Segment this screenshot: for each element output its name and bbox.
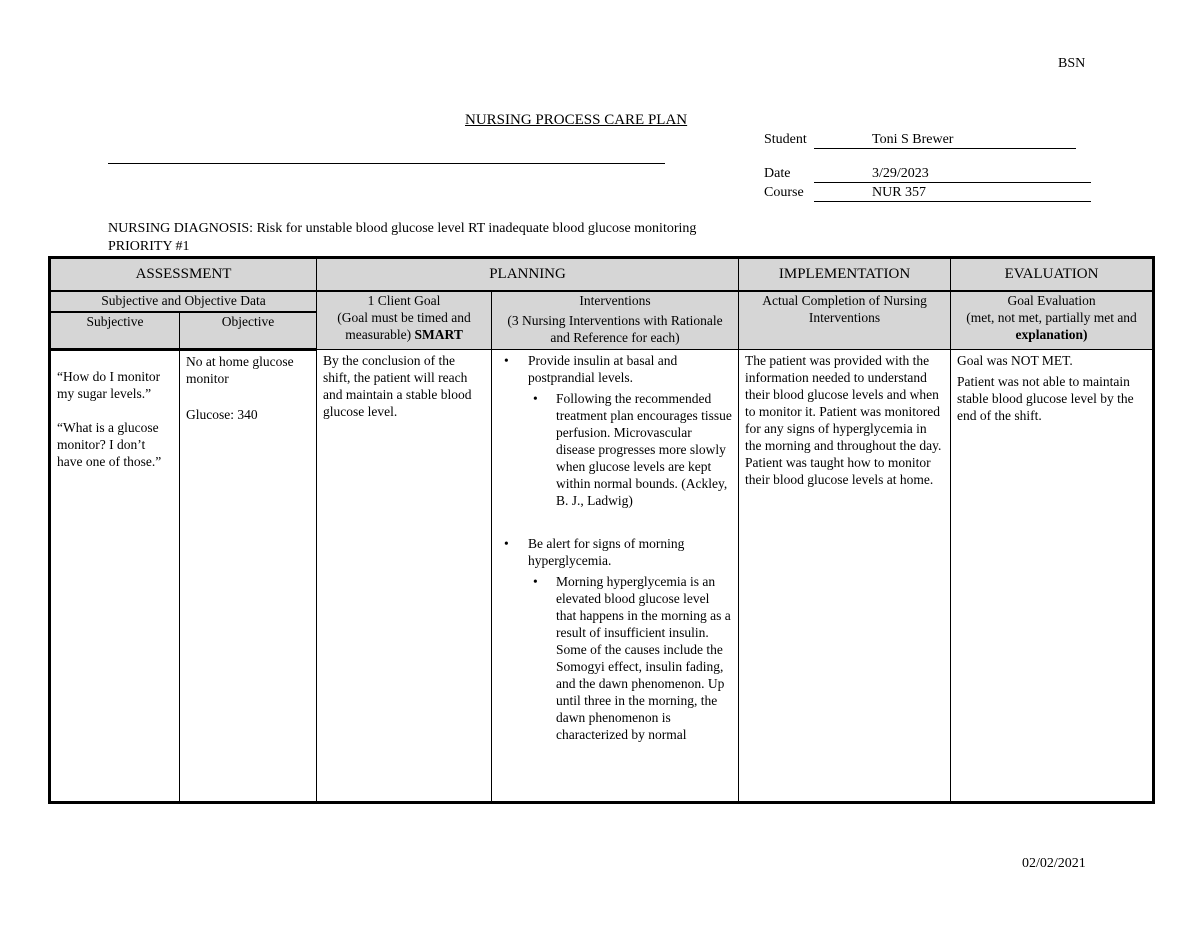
interventions-title: Interventions (579, 293, 651, 308)
objective-line-1: No at home glucose monitor (186, 354, 294, 386)
interventions-cell (492, 350, 739, 803)
objective-header: Objective (180, 312, 317, 350)
evaluation-cell (951, 350, 1154, 803)
date-value: 3/29/2023 (872, 166, 929, 181)
intervention-1-rationale: • Following the recommended treatment plan encourages tissue perfusion. Microvascular disease progresses more slowly when glucose levels are kept within normal bounds. (Ackley, B. J., Ladwig) (498, 390, 732, 509)
goal-explanation: Patient was not able to maintain stable blood glucose level by the end of the shift. (957, 374, 1134, 423)
goal-evaluation-detail: (met, not met, partially met and (966, 310, 1137, 325)
subjective-quote-1: “How do I monitor my sugar levels.” (57, 369, 161, 401)
client-goal-title: 1 Client Goal (367, 293, 441, 308)
planning-header: PLANNING (317, 258, 739, 292)
section-header-row (50, 258, 1154, 292)
subjective-quote-2: “What is a glucose monitor? I don’t have one of those.” (57, 420, 162, 469)
nursing-diagnosis: NURSING DIAGNOSIS: Risk for unstable blood glucose level RT inadequate blood glucose monitoring (108, 221, 697, 236)
implementation-text: The patient was provided with the information needed to understand their blood glucose levels and when to monitor it. Patient was monitored for any signs of hyperglycemia in the morning and throughout the day. Patient was taught how to monitor their blood glucose levels at home. (745, 353, 942, 487)
date-field (814, 166, 1091, 183)
implementation-cell (739, 350, 951, 803)
care-plan-table (48, 256, 1155, 804)
client-goal-detail: (Goal must be timed and measurable) (337, 310, 471, 342)
implementation-header: IMPLEMENTATION (739, 258, 951, 292)
goal-evaluation-header (951, 291, 1154, 350)
smart-label: SMART (414, 327, 463, 342)
goal-evaluation-title: Goal Evaluation (1007, 293, 1096, 308)
evaluation-header: EVALUATION (951, 258, 1154, 292)
footer-date: 02/02/2021 (1022, 856, 1086, 871)
course-value: NUR 357 (872, 185, 927, 200)
goal-cell (317, 350, 492, 803)
student-value: Toni S Brewer (872, 132, 954, 147)
actual-completion-header: Actual Completion of Nursing Interventions (739, 291, 951, 350)
student-label: Student (764, 132, 807, 147)
subheader-row (50, 291, 1154, 312)
care-plan-row (50, 350, 1154, 803)
signature-line (108, 163, 665, 164)
student-field (814, 132, 1076, 149)
subjective-header: Subjective (50, 312, 180, 350)
intervention-2-rationale: • Morning hyperglycemia is an elevated blood glucose level that happens in the morning as a result of insufficient insulin. Some of the causes include the Somogyi effect, insulin fading, and the dawn phenomenon. Up until three in the morning, the dawn phenomenon is characterized by normal (498, 573, 732, 743)
intervention-2: • Be alert for signs of morning hyperglycemia. (498, 535, 732, 569)
program-label: BSN (1058, 56, 1086, 71)
interventions-detail: (3 Nursing Interventions with Rationale and Reference for each) (507, 313, 723, 345)
page-title: NURSING PROCESS CARE PLAN (465, 112, 688, 128)
explanation-label: explanation) (1015, 327, 1088, 342)
objective-cell (180, 350, 317, 803)
objective-line-2: Glucose: 340 (186, 407, 258, 422)
goal-status: Goal was NOT MET. (957, 353, 1073, 368)
subjective-cell (50, 350, 180, 803)
assessment-header: ASSESSMENT (50, 258, 317, 292)
priority-label: PRIORITY #1 (108, 239, 190, 254)
subj-obj-header: Subjective and Objective Data (50, 291, 317, 312)
client-goal-text: By the conclusion of the shift, the patient will reach and maintain a stable blood glucose level. (323, 353, 472, 419)
course-label: Course (764, 185, 804, 200)
intervention-1: • Provide insulin at basal and postprandial levels. (498, 352, 732, 386)
course-field (814, 185, 1091, 202)
client-goal-header (317, 291, 492, 350)
date-label: Date (764, 166, 791, 181)
interventions-header (492, 291, 739, 350)
